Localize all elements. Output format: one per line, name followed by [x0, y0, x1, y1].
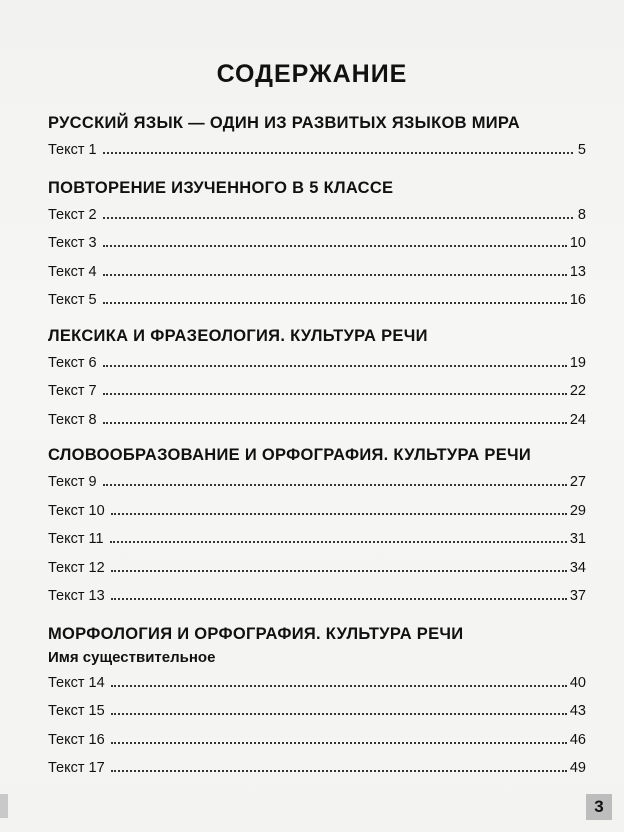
dot-leader [111, 741, 567, 744]
toc-entry-page: 22 [569, 383, 586, 399]
toc-entry-page: 10 [569, 235, 586, 251]
toc-entry [48, 497, 586, 526]
toc-entry [48, 554, 586, 583]
toc-entry-label: Текст 2 [48, 206, 97, 223]
toc-entry-page: 49 [569, 760, 586, 776]
toc-entry-label: Текст 8 [48, 411, 97, 428]
toc-entry-page: 46 [569, 731, 586, 748]
toc-entry [48, 525, 586, 554]
table-of-contents [48, 110, 586, 783]
dot-leader [111, 512, 567, 515]
toc-entry-page: 13 [569, 263, 586, 280]
toc-entry [48, 726, 586, 755]
dot-leader [103, 273, 567, 276]
toc-entry-page: 16 [569, 292, 586, 308]
dot-leader [103, 301, 567, 304]
toc-entry-page: 43 [569, 703, 586, 719]
toc-entry [48, 697, 586, 726]
edge-mark [0, 794, 8, 818]
section-heading: ПОВТОРЕНИЕ ИЗУЧЕННОГО В 5 КЛАССЕ [48, 178, 394, 197]
toc-entry [48, 286, 586, 315]
toc-entry [48, 406, 586, 435]
dot-leader [111, 597, 567, 600]
section-heading: ЛЕКСИКА И ФРАЗЕОЛОГИЯ. КУЛЬТУРА РЕЧИ [48, 326, 428, 345]
dot-leader [103, 392, 567, 395]
section-heading: МОРФОЛОГИЯ И ОРФОГРАФИЯ. КУЛЬТУРА РЕЧИ [48, 624, 464, 643]
dot-leader [110, 540, 567, 543]
toc-entry [48, 201, 586, 230]
toc-entry-label: Текст 11 [48, 531, 104, 547]
toc-entry-label: Текст 17 [48, 760, 105, 776]
toc-entry [48, 377, 586, 406]
dot-leader [111, 712, 567, 715]
toc-entry-label: Текст 9 [48, 474, 97, 490]
toc-entry [48, 754, 586, 783]
toc-entry [48, 229, 586, 258]
toc-entry [48, 349, 586, 378]
toc-entry-label: Текст 10 [48, 502, 105, 519]
page-number: 3 [586, 794, 612, 820]
dot-leader [103, 244, 567, 247]
toc-entry-page: 27 [569, 474, 586, 490]
toc-entry-page: 29 [569, 502, 586, 519]
dot-leader [111, 569, 567, 572]
toc-entry-label: Текст 4 [48, 263, 97, 280]
toc-entry-page: 31 [569, 531, 586, 547]
toc-entry-page: 37 [569, 588, 586, 604]
toc-entry [48, 582, 586, 611]
dot-leader [103, 151, 573, 154]
toc-entry-page: 34 [569, 559, 586, 576]
toc-entry-label: Текст 1 [48, 142, 97, 158]
dot-leader [111, 684, 567, 687]
toc-entry-page: 40 [569, 674, 586, 691]
toc-entry [48, 258, 586, 287]
section-heading: СЛОВООБРАЗОВАНИЕ И ОРФОГРАФИЯ. КУЛЬТУРА РЕЧИ [48, 446, 532, 464]
dot-leader [103, 421, 567, 424]
toc-entry-label: Текст 12 [48, 559, 105, 576]
toc-entry-label: Текст 13 [48, 588, 105, 604]
dot-leader [103, 483, 567, 486]
dot-leader [111, 769, 567, 772]
page-title: СОДЕРЖАНИЕ [216, 60, 408, 88]
toc-entry-label: Текст 6 [48, 354, 97, 371]
toc-entry-page: 8 [577, 206, 586, 223]
toc-entry-page: 5 [577, 142, 586, 158]
toc-entry-label: Текст 7 [48, 383, 97, 399]
toc-entry-label: Текст 15 [48, 703, 105, 719]
toc-entry-label: Текст 16 [48, 731, 105, 748]
toc-entry [48, 468, 586, 497]
toc-entry-label: Текст 3 [48, 235, 97, 251]
toc-entry-page: 19 [569, 354, 586, 371]
toc-entry [48, 136, 586, 165]
toc-entry-page: 24 [569, 411, 586, 428]
section-heading: РУССКИЙ ЯЗЫК — ОДИН ИЗ РАЗВИТЫХ ЯЗЫКОВ МИРА [48, 114, 520, 132]
toc-entry-label: Текст 14 [48, 674, 105, 691]
dot-leader [103, 216, 573, 219]
toc-entry [48, 669, 586, 698]
dot-leader [103, 364, 567, 367]
toc-entry-label: Текст 5 [48, 292, 97, 308]
subsection-heading: Имя существительное [48, 648, 216, 666]
